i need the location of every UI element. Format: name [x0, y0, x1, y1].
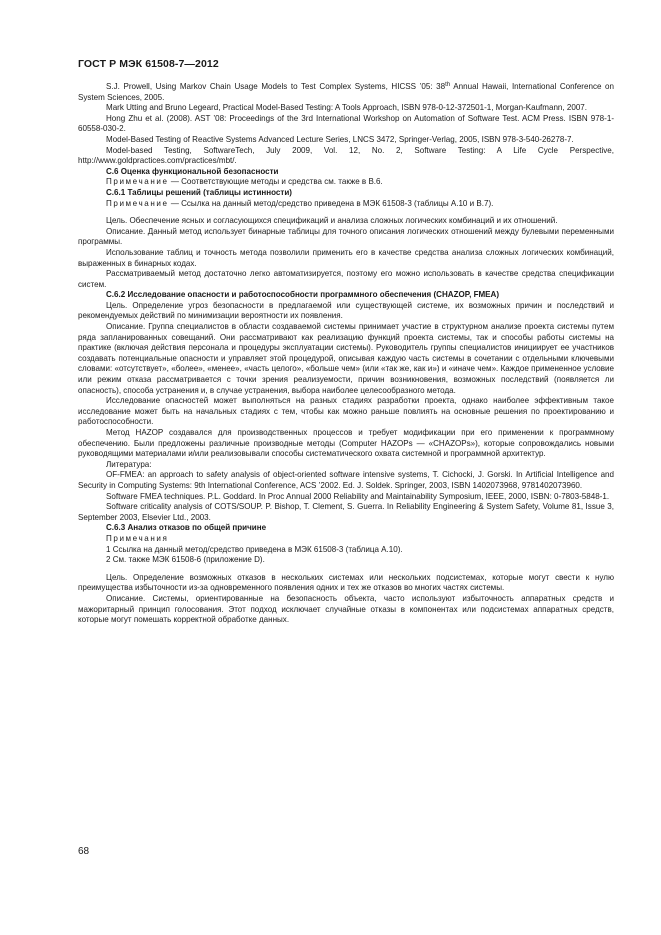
paragraph: Цель. Определение угроз безопасности в предлагаемой или существующей системе, их возможных причин и последствий и рекомендуемых действий по минимизации вероятности их появления.: [78, 300, 614, 321]
literature-label: Литература:: [106, 459, 152, 469]
superscript: th: [445, 82, 451, 88]
reference-item: Model-based Testing, SoftwareTech, July 2009, Vol. 12, No. 2, Software Testing: A Life Cycle Perspective, http://www.goldpractices.com/practices/mbt/.: [78, 145, 614, 166]
reference-item: Model-Based Testing of Reactive Systems Advanced Lecture Series, LNCS 3472, Springer-Verlag, 2005, ISBN 978-3-540-26278-7.: [106, 134, 574, 144]
note: [78, 177, 614, 188]
note-item: 2 См. также МЭК 61508-6 (приложение D).: [106, 555, 265, 565]
section-heading-c63: С.6.3 Анализ отказов по общей причине: [106, 523, 267, 533]
paragraph: Описание. Группа специалистов в области создаваемой системы принимает участие в структурном анализе проекта системы путем ряда запланированных совещаний. Они рассматривают как реализацию функций проекта системы, так и способы работы системы на практике (включая действия персонала и процедуры эксплуатации системы). Руководитель группы специалистов инициирует ее участников создавать потенциальные опасности и управляет этой процедурой, описывая каждую часть системы в сочетании с отдельными ключевыми словами: «отсутствует», «более», «менее», «часть целого», «больше чем» (или «так же, как и») и «иначе чем». Каждое примененное условие или режим отказа рассматривается с точки зрения реализуемости, причин возникновения, возможных последствий (появляется ли опасность), способа устранения и, в случае устранения, выбора наиболее целесообразного метода.: [78, 322, 614, 395]
literature-item: Software FMEA techniques. P.L. Goddard. In Proc Annual 2000 Reliability and Maintainability Symposium, IEEE, 2000, ISBN: 0-7803-5848-1.: [106, 491, 610, 501]
page-number: 68: [78, 846, 90, 857]
reference-item: [78, 82, 614, 103]
paragraph: Использование таблиц и точность метода позволили применить его в качестве средства анализа сложных логических комбинаций, выраженных в бинарных кодах.: [78, 247, 614, 268]
section-heading-c62: С.6.2 Исследование опасности и работоспособности программного обеспечения (CHAZOP, FMEA): [106, 290, 500, 300]
note-label: Примечание: [106, 198, 169, 208]
section-heading-c61: С.6.1 Таблицы решений (таблицы истинности): [106, 187, 292, 197]
literature-item: OF-FMEA: an approach to safety analysis of object-oriented software intensive systems, T. Cichocki, J. Gorski. In Artificial Intelligence and Security in Computing Systems: 9th International Conference, ACS ’2002. Ed. J. Soldek. Springer, 2003, ISBN 1402073968, 9781402073960.: [78, 470, 614, 490]
literature-item: Software criticality analysis of COTS/SOUP. P. Bishop, T. Clement, S. Guerra. In Reliability Engineering & System Safety, Volume 81, Issue 3, September 2003, Elsevier Ltd., 2003.: [78, 502, 614, 522]
note-text: — Ссылка на данный метод/средство приведена в МЭК 61508-3 (таблицы А.10 и В.7).: [168, 198, 494, 208]
note: [78, 199, 614, 210]
note-label: Примечание: [106, 177, 169, 187]
document-header: ГОСТ Р МЭК 61508-7—2012: [78, 58, 219, 70]
page-body: [78, 82, 614, 626]
paragraph: Цель. Обеспечение ясных и согласующихся спецификаций и анализа сложных логических комбинаций и их отношений.: [106, 216, 558, 226]
section-heading-c6: С.6 Оценка функциональной безопасности: [106, 166, 279, 176]
reference-item: Mark Utting and Bruno Legeard, Practical Model-Based Testing: A Tools Approach, ISBN 978-0-12-372501-1, Morgan-Kaufmann, 2007.: [106, 103, 588, 113]
paragraph: Метод HAZOP создавался для производственных процессов и требует модификации при его применении к программному обеспечению. Были предложены различные производные методы (Computer HAZOPs — «CHAZOPs»), которые сопровождались новыми руководящими материалами и/или реализовывали способы систематического охвата системной и программной архитектур.: [78, 428, 614, 459]
note-item: 1 Ссылка на данный метод/средство приведена в МЭК 61508-3 (таблица А.10).: [106, 544, 403, 554]
notes-label: Примечания: [106, 533, 169, 543]
reference-text: S.J. Prowell, Using Markov Chain Usage Models to Test Complex Systems, HICSS ’05: 38: [106, 82, 446, 91]
reference-text: Annual Hawaii, International Conference on System Sciences, 2005.: [78, 82, 614, 102]
paragraph: Описание. Данный метод использует бинарные таблицы для точного описания логических отношений между булевыми переменными программы.: [78, 226, 614, 247]
paragraph: Исследование опасностей может выполняться на разных стадиях разработки проекта, однако наиболее эффективным такое исследование может быть на начальных стадиях с тем, чтобы как можно раньше повлиять на основные решения по проектированию и работоспособности.: [78, 396, 614, 427]
paragraph: Рассматриваемый метод достаточно легко автоматизируется, поэтому его можно использовать в качестве средства спецификации систем.: [78, 269, 614, 289]
note-text: — Соответствующие методы и средства см. также в В.6.: [168, 177, 383, 187]
paragraph: Описание. Системы, ориентированные на безопасность объекта, часто используют избыточность аппаратных средств и мажоритарный принцип голосования. Этот подход исключает случайные отказы в компонентах или подсистемах аппаратных средств, которые могут помешать корректной обработке данных.: [78, 593, 614, 625]
reference-item: Hong Zhu et al. (2008). AST ’08: Proceedings of the 3rd International Workshop on Automation of Software Test. ACM Press. ISBN 978-1-60558-030-2.: [78, 113, 614, 134]
paragraph: Цель. Определение возможных отказов в нескольких системах или нескольких подсистемах, которые могут свести к нулю преимущества избыточности из-за одновременного появления одних и тех же отказов во многих частях системы.: [78, 572, 614, 593]
